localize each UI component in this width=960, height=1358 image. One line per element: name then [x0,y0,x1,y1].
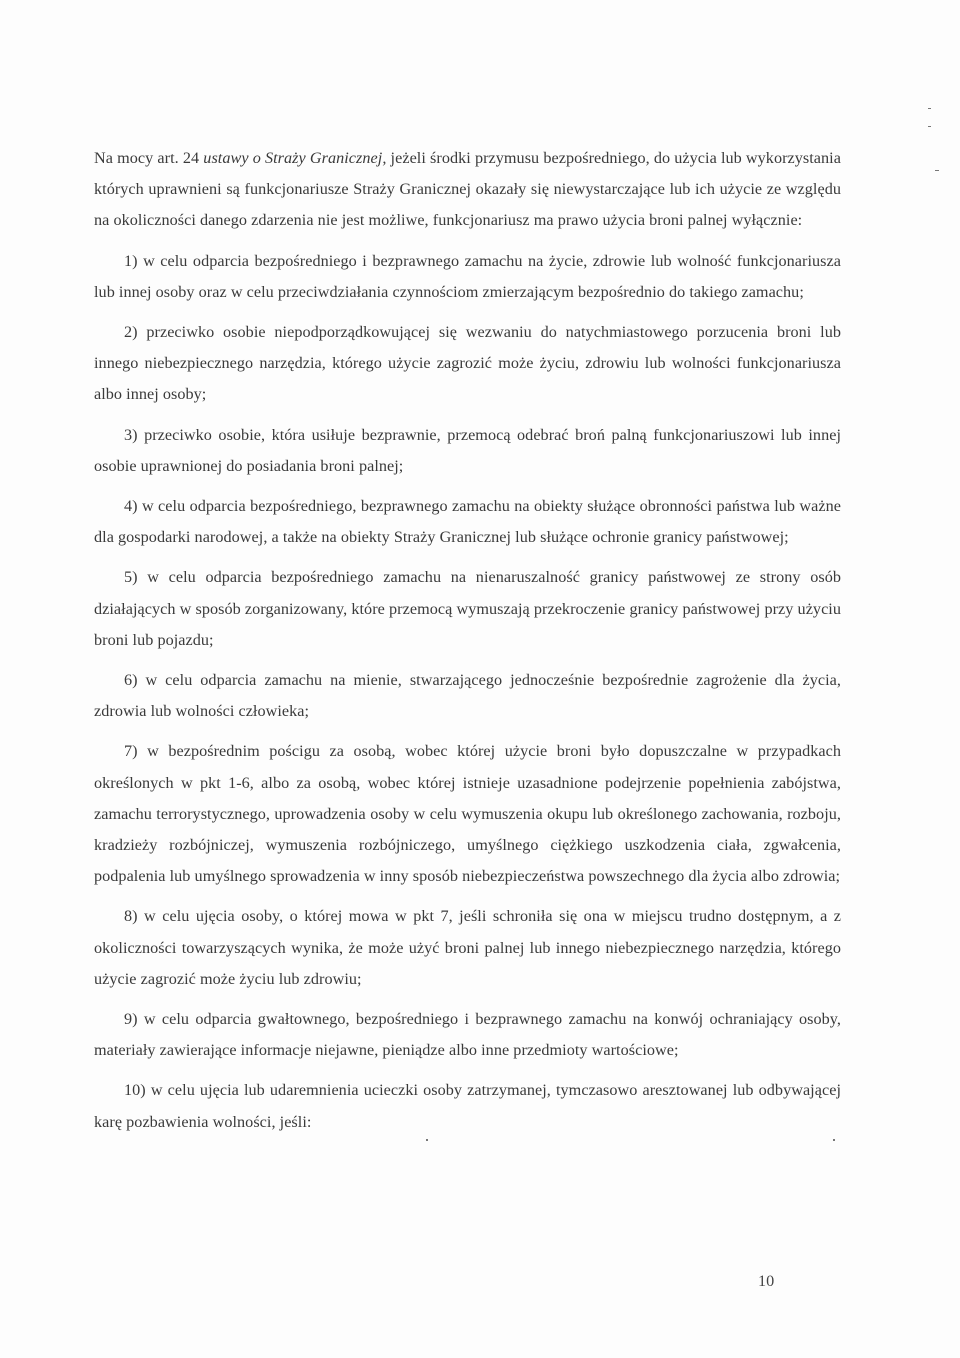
list-item: 2) przeciwko osobie niepodporządkowującej się wezwaniu do natychmiastowego porzucenia broni lub innego niebezpiecznego narzędzia, którego użycie zagrozić może życiu, zdrowiu lub wolności funkcjonariusza albo innej osoby; [94,323,841,404]
list-item: 10) w celu ujęcia lub udaremnienia ucieczki osoby zatrzymanej, tymczasowo aresztowanej lub odbywającej karę pozbawienia wolności, jeśli: [94,1081,841,1131]
list-item: 9) w celu odparcia gwałtownego, bezpośredniego i bezprawnego zamachu na konwój ochraniający osoby, materiały zawierające informacje niejawne, pieniądze albo inne przedmioty wartościowe; [94,1010,841,1060]
list-item: 1) w celu odparcia bezpośredniego i bezprawnego zamachu na życie, zdrowie lub wolność funkcjonariusza lub innej osoby oraz w celu przeciwdziałania czynnościom zmierzającym bezpośrednio do takiego zamachu; [94,251,841,301]
act-name: ustawy o Straży Granicznej, [203,149,387,167]
list-item: 4) w celu odparcia bezpośredniego, bezprawnego zamachu na obiekty służące obronności państwa lub ważne dla gospodarki narodowej, a także na obiekty Straży Granicznej lub służące ochronie granicy państwowej; [94,497,841,547]
scan-speck [928,126,931,127]
page-number: 10 [758,1272,775,1290]
intro-text: jeżeli środki przymusu bezpośredniego, do użycia lub wykorzystania których uprawnieni są funkcjonariusze Straży Granicznej okazały się niewystarczające lub ich użycie ze względu na okoliczności danego zdarzenia nie jest możliwe, funkcjonariusz ma prawo użycia broni palnej wyłącznie: [94,149,841,230]
list-item: 8) w celu ujęcia osoby, o której mowa w pkt 7, jeśli schroniła się ona w miejscu trudno dostępnym, a z okoliczności towarzyszących wynika, że może użyć broni palnej lub innego niebezpiecznego narzędzia, którego użycie zagrozić może życiu lub zdrowiu; [94,907,841,988]
list-item: 6) w celu odparcia zamachu na mienie, stwarzającego jednocześnie bezpośrednie zagrożenie dla życia, zdrowia lub wolności człowieka; [94,671,841,721]
scan-speck [935,170,939,171]
list-item: 5) w celu odparcia bezpośredniego zamachu na nienaruszalność granicy państwowej ze strony osób działających w sposób zorganizowany, które przemocą wymuszają przekroczenie granicy państwowej przy użyciu broni lub pojazdu; [94,568,841,649]
intro-prefix: Na mocy art. 24 [94,149,204,167]
intro-paragraph [94,143,841,237]
list-item: 7) w bezpośrednim pościgu za osobą, wobec której użycie broni było dopuszczalne w przypadkach określonych w pkt 1-6, albo za osobą, wobec której istnieje uzasadnione podejrzenie popełnienia zabójstwa, zamachu terrorystycznego, uprowadzenia osoby w celu wymuszenia okupu lub określonego zachowania, rozboju, kradzieży rozbójniczej, wymuszenia rozbójniczego, umyślnego ciężkiego uszkodzenia ciała, zgwałcenia, podpalenia lub umyślnego sprowadzenia w inny sposób niebezpieczeństwa powszechnego dla życia albo zdrowia; [94,742,841,886]
document-body [94,143,841,1147]
scan-speck [928,108,931,109]
list-item: 3) przeciwko osobie, która usiłuje bezprawnie, przemocą odebrać broń palną funkcjonariuszowi lub innej osobie uprawnionej do posiadania broni palnej; [94,425,841,475]
